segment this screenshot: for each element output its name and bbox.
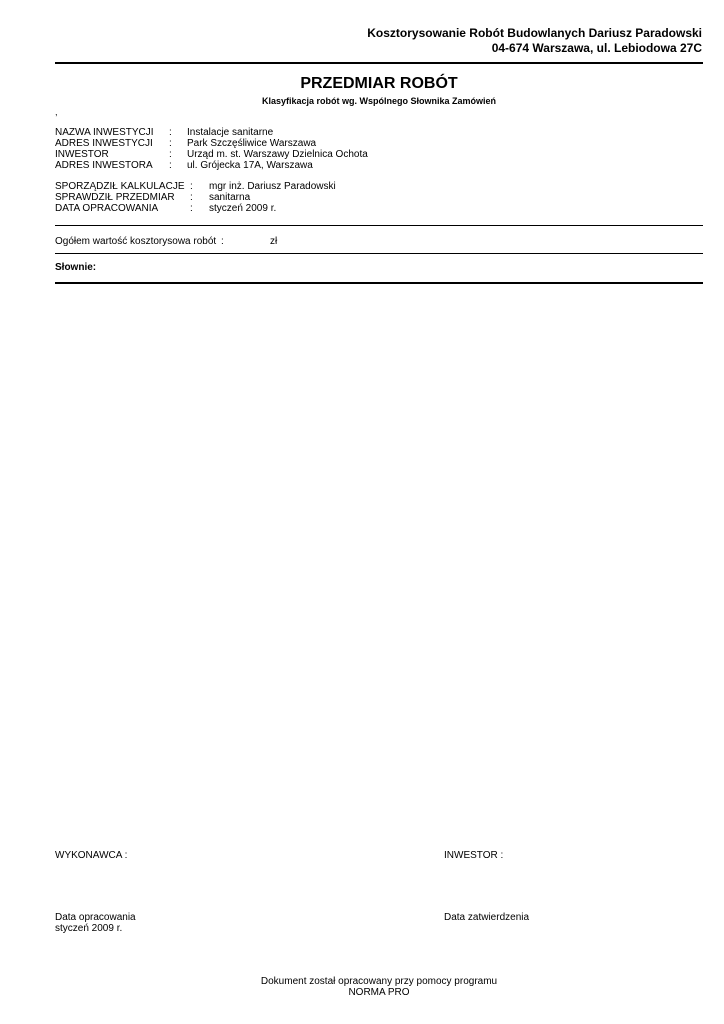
footer-line-1: Dokument został opracowany przy pomocy programu <box>260 976 498 987</box>
company-name: Kosztorysowanie Robót Budowlanych Dariusz Paradowski <box>367 26 702 40</box>
checked-by-sep: : <box>190 192 193 203</box>
total-label: Ogółem wartość kosztorysowa robót <box>55 236 217 247</box>
investor-address-value: ul. Grójecka 17A, Warszawa <box>187 160 313 171</box>
prep-date-sep: : <box>190 203 193 214</box>
investment-name-label: NAZWA INWESTYCJI <box>55 127 154 138</box>
header-divider <box>55 62 703 64</box>
checked-by-value: sanitarna <box>209 192 251 203</box>
contractor-label: WYKONAWCA : <box>55 850 128 861</box>
investor-address-sep: : <box>169 160 172 171</box>
investment-name-value: Instalacje sanitarne <box>187 127 274 138</box>
investor-address-label: ADRES INWESTORA <box>55 160 153 171</box>
section-end-divider <box>55 282 703 284</box>
investor-label: INWESTOR <box>55 149 109 160</box>
approval-date-caption: Data zatwierdzenia <box>444 912 530 923</box>
document-subtitle: Klasyfikacja robót wg. Wspólnego Słownika Zamówień <box>261 96 497 106</box>
total-sep: : <box>221 236 224 247</box>
prepared-by-sep: : <box>190 181 193 192</box>
prepared-by-label: SPORZĄDZIŁ KALKULACJE <box>55 181 185 192</box>
footer-line-2: NORMA PRO <box>348 987 410 998</box>
investment-name-sep: : <box>169 127 172 138</box>
total-divider <box>55 253 703 254</box>
investment-address-value: Park Szczęśliwice Warszawa <box>187 138 317 149</box>
prepared-by-value: mgr inż. Dariusz Paradowski <box>209 181 336 192</box>
company-address: 04-674 Warszawa, ul. Lebiodowa 27C <box>491 41 702 55</box>
investor-signature-label: INWESTOR : <box>444 850 504 861</box>
preparation-date-caption: Data opracowania <box>55 912 136 923</box>
stray-mark: , <box>55 107 58 117</box>
checked-by-label: SPRAWDZIŁ PRZEDMIAR <box>55 192 175 203</box>
total-currency: zł <box>270 236 278 247</box>
investment-address-sep: : <box>169 138 172 149</box>
prep-date-value: styczeń 2009 r. <box>209 203 277 214</box>
preparation-date-value: styczeń 2009 r. <box>55 923 123 934</box>
dictionaries-label: Słownie: <box>55 262 97 273</box>
investor-sep: : <box>169 149 172 160</box>
info-divider <box>55 225 703 226</box>
investor-value: Urząd m. st. Warszawy Dzielnica Ochota <box>187 149 368 160</box>
document-title: PRZEDMIAR ROBÓT <box>300 75 458 92</box>
prep-date-label: DATA OPRACOWANIA <box>55 203 159 214</box>
investment-address-label: ADRES INWESTYCJI <box>55 138 153 149</box>
